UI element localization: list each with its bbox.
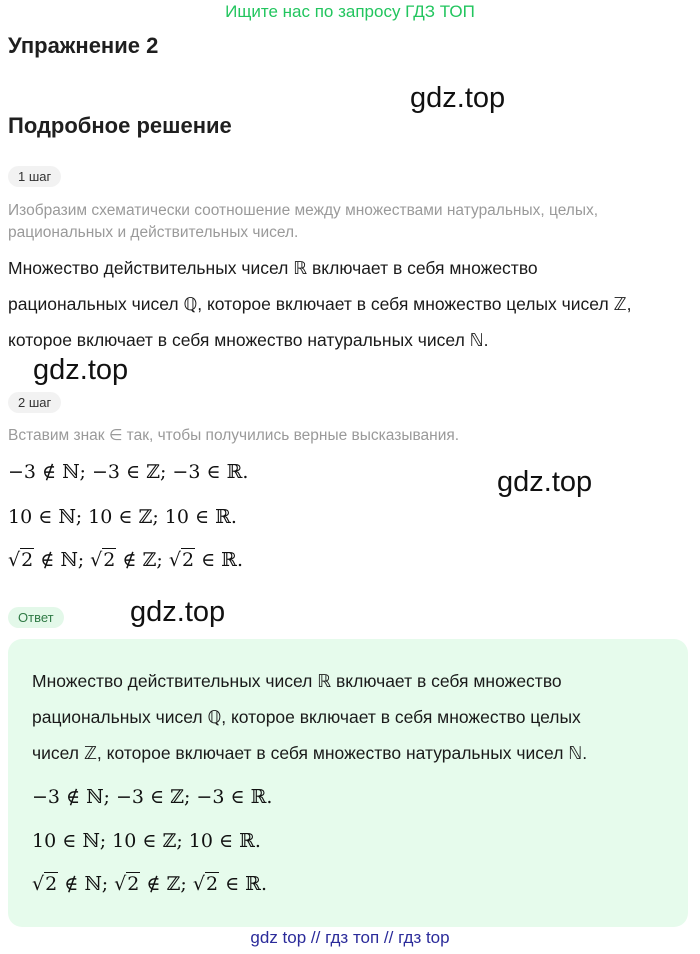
sqrt-radicand: 2	[21, 549, 34, 571]
step-1-line-1: Множество действительных чисел ℝ включает в себя множество	[8, 258, 538, 278]
step-2-badge: 2 шаг	[8, 392, 61, 413]
sqrt-radicand: 2	[205, 873, 219, 895]
step-2-row-2: 10 ∈ ℕ; 10 ∈ ℤ; 10 ∈ ℝ.	[8, 506, 237, 528]
math-part: ∉ ℕ;	[58, 873, 115, 895]
sqrt-radicand: 2	[127, 873, 140, 895]
step-2-row-1: −3 ∉ ℕ; −3 ∈ ℤ; −3 ∈ ℝ.	[8, 461, 249, 483]
answer-row-3: √2 ∉ ℕ; √2 ∉ ℤ; √2 ∈ ℝ.	[32, 873, 268, 895]
watermark: gdz.top	[497, 466, 593, 498]
step-1-note: Изобразим схематически соотношение между множествами натуральных, целых, рациональных и действительных чисел.	[8, 202, 599, 241]
sqrt-radicand: 2	[103, 549, 116, 571]
search-banner: Ищите нас по запросу ГДЗ ТОП	[225, 2, 475, 21]
exercise-title: Упражнение 2	[8, 33, 159, 58]
step-1-badge: 1 шаг	[8, 166, 61, 187]
sqrt-radicand: 2	[181, 549, 195, 571]
math-part: ∉ ℕ;	[34, 549, 91, 571]
answer-line-3: чисел ℤ, которое включает в себя множество натуральных чисел ℕ.	[32, 743, 588, 763]
answer-line-1: Множество действительных чисел ℝ включает в себя множество	[32, 671, 562, 691]
step-2-note: Вставим знак ∈ так, чтобы получились верные высказывания.	[8, 427, 460, 444]
step-1-line-2: рациональных чисел ℚ, которое включает в себя множество целых чисел ℤ,	[8, 294, 632, 314]
answer-line-2: рациональных чисел ℚ, которое включает в себя множество целых	[32, 707, 581, 727]
solution-heading: Подробное решение	[8, 113, 232, 138]
sqrt-radicand: 2	[45, 873, 58, 895]
answer-row-2: 10 ∈ ℕ; 10 ∈ ℤ; 10 ∈ ℝ.	[32, 830, 261, 852]
math-part: ∉ ℤ;	[116, 549, 169, 571]
math-part: ∈ ℝ.	[219, 873, 268, 895]
watermark: gdz.top	[33, 354, 129, 386]
math-part: ∉ ℤ;	[140, 873, 193, 895]
math-part: ∈ ℝ.	[195, 549, 244, 571]
watermark: gdz.top	[410, 82, 506, 114]
step-2-row-3: √2 ∉ ℕ; √2 ∉ ℤ; √2 ∈ ℝ.	[8, 549, 244, 571]
step-1-line-3: которое включает в себя множество натуральных чисел ℕ.	[8, 330, 489, 350]
answer-badge: Ответ	[8, 607, 64, 628]
answer-row-1: −3 ∉ ℕ; −3 ∈ ℤ; −3 ∈ ℝ.	[32, 786, 273, 808]
watermark: gdz.top	[130, 596, 226, 628]
footer-links[interactable]: gdz top // гдз топ // гдз top	[250, 928, 450, 947]
